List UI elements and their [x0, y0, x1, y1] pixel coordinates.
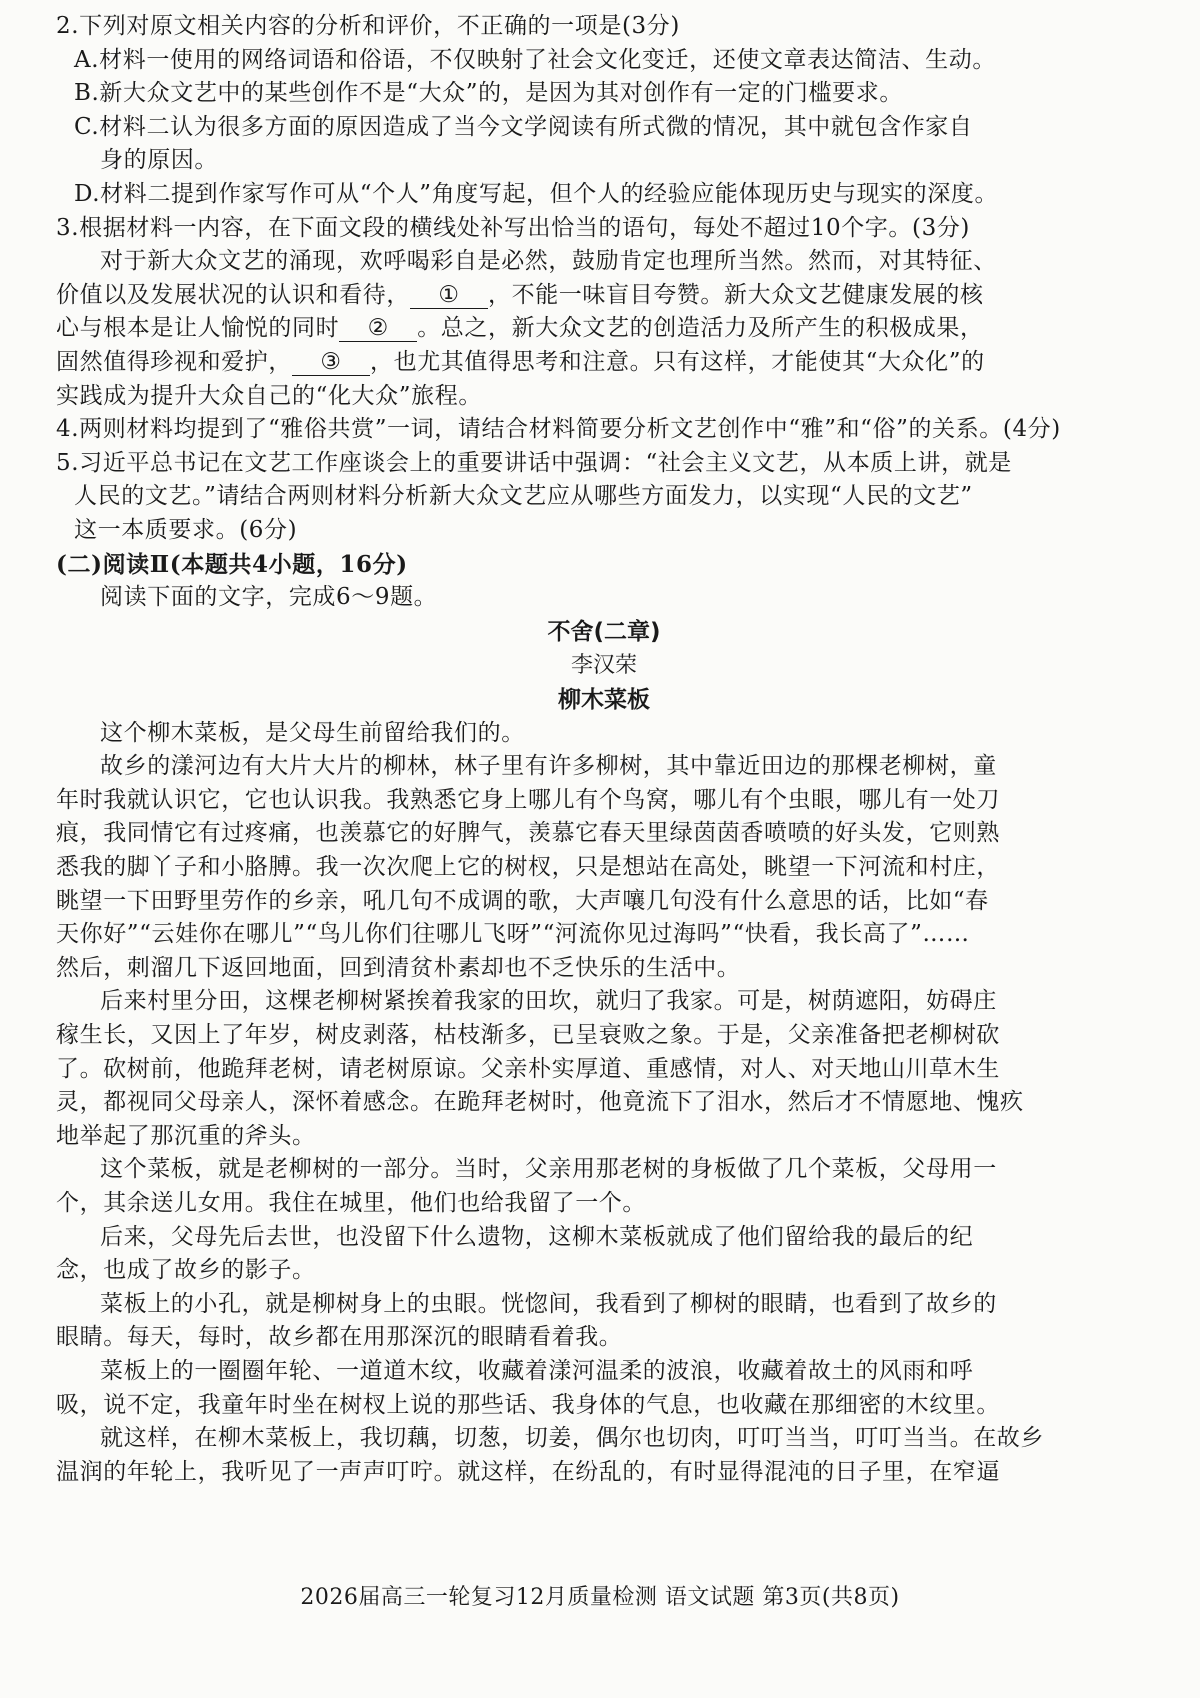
article-line: 灵，都视同父母亲人，深怀着感念。在跪拜老树时，他竟流下了泪水，然后才不情愿地、愧疚 [56, 1089, 1024, 1116]
q2-option-d: D.材料二提到作家写作可从“个人”角度写起，但个人的经验应能体现历史与现实的深度。 [74, 180, 999, 207]
q3-text: 心与根本是让人愉悦的同时 [56, 315, 340, 342]
page-footer: 2026届高三一轮复习12月质量检测 语文试题 第3页(共8页) [300, 1585, 900, 1610]
article-line: 吸，说不定，我童年时坐在树杈上说的那些话、我身体的气息，也收藏在那细密的木纹里。 [56, 1391, 1000, 1418]
article-line: 天你好”“云娃你在哪儿”“鸟儿你们往哪儿飞呀”“河流你见过海吗”“快看，我长高了”…… [56, 921, 970, 948]
article-line: 温润的年轮上，我听见了一声声叮咛。就这样，在纷乱的，有时显得混沌的日子里，在窄逼 [56, 1458, 1000, 1485]
q3-passage-line [56, 346, 1152, 380]
section-heading: (二)阅读Ⅱ(本题共4小题，16分) [56, 550, 408, 578]
q3-passage-line: 实践成为提升大众自己的“化大众”旅程。 [56, 382, 482, 409]
q5-stem-cont: 人民的文艺。”请结合两则材料分析新大众文艺应从哪些方面发力，以实现“人民的文艺” [74, 483, 973, 510]
article-line: 眼睛。每天，每时，故乡都在用那深沉的眼睛看着我。 [56, 1324, 623, 1351]
q3-blank-2[interactable]: ② [339, 315, 417, 342]
q3-text: ，不能一味盲目夸赞。新大众文艺健康发展的核 [488, 281, 984, 308]
q3-text: 。总之，新大众文艺的创造活力及所产生的积极成果， [417, 315, 984, 342]
q3-passage-line: 对于新大众文艺的涌现，欢呼喝彩自是必然，鼓励肯定也理所当然。然而，对其特征、 [100, 248, 997, 275]
q3-blank-1[interactable]: ① [410, 282, 488, 309]
q5-stem: 5.习近平总书记在文艺工作座谈会上的重要讲话中强调：“社会主义文艺，从本质上讲，就是 [56, 449, 1012, 476]
article-line: 地举起了那沉重的斧头。 [56, 1122, 316, 1149]
q3-blank-3[interactable]: ③ [292, 349, 370, 376]
article-line: 后来村里分田，这棵老柳树紧挨着我家的田坎，就归了我家。可是，树荫遮阳，妨碍庄 [100, 988, 997, 1015]
article-line: 这个柳木菜板，是父母生前留给我们的。 [100, 719, 525, 746]
q2-option-b: B.新大众文艺中的某些创作不是“大众”的，是因为其对创作有一定的门槛要求。 [74, 80, 903, 107]
q4-stem: 4.两则材料均提到了“雅俗共赏”一词，请结合材料简要分析文艺创作中“雅”和“俗”的关系。(4分) [56, 416, 1061, 443]
article-line: 菜板上的一圈圈年轮、一道道木纹，收藏着漾河温柔的波浪，收藏着故土的风雨和呼 [100, 1357, 974, 1384]
q3-passage-line [56, 312, 1152, 346]
q5-stem-cont: 这一本质要求。(6分) [74, 516, 298, 543]
q3-text: 价值以及发展状况的认识和看待， [56, 281, 410, 308]
article-line: 痕，我同情它有过疼痛，也羡慕它的好脾气，羡慕它春天里绿茵茵香喷喷的好头发，它则熟 [56, 820, 1000, 847]
q2-option-c: C.材料二认为很多方面的原因造成了当今文学阅读有所式微的情况，其中就包含作家自 [74, 113, 973, 140]
q3-stem: 3.根据材料一内容，在下面文段的横线处补写出恰当的语句，每处不超过10个字。(3分) [56, 214, 970, 241]
section-instruction: 阅读下面的文字，完成6～9题。 [100, 584, 438, 611]
q2-stem: 2.下列对原文相关内容的分析和评价，不正确的一项是(3分) [56, 13, 680, 39]
article-line: 年时我就认识它，它也认识我。我熟悉它身上哪儿有个鸟窝，哪儿有个虫眼，哪儿有一处刀 [56, 786, 1000, 813]
article-line: 后来，父母先后去世，也没留下什么遗物，这柳木菜板就成了他们留给我的最后的纪 [100, 1223, 974, 1250]
article-line: 个，其余送儿女用。我住在城里，他们也给我留了一个。 [56, 1190, 646, 1216]
article-line: 就这样，在柳木菜板上，我切藕，切葱，切姜，偶尔也切肉，叮叮当当，叮叮当当。在故乡 [100, 1425, 1044, 1452]
article-subtitle: 柳木菜板 [558, 686, 650, 713]
q2-option-a: A.材料一使用的网络词语和俗语，不仅映射了社会文化变迁，还使文章表达简洁、生动。 [74, 46, 996, 73]
article-line: 稼生长，又因上了年岁，树皮剥落，枯枝渐多，已呈衰败之象。于是，父亲准备把老柳树砍 [56, 1022, 1000, 1049]
q3-text: ，也尤其值得思考和注意。只有这样，才能使其“大众化”的 [370, 348, 985, 375]
q3-passage-line [56, 279, 1152, 313]
article-line: 这个菜板，就是老柳树的一部分。当时，父亲用那老树的身板做了几个菜板，父母用一 [100, 1156, 997, 1183]
article-line: 悉我的脚丫子和小胳膊。我一次次爬上它的树杈，只是想站在高处，眺望一下河流和村庄， [56, 854, 1000, 881]
article-line: 眺望一下田野里劳作的乡亲，吼几句不成调的歌，大声嚷几句没有什么意思的话，比如“春 [56, 887, 989, 914]
article-line: 然后，刺溜几下返回地面，回到清贫朴素却也不乏快乐的生活中。 [56, 954, 741, 981]
article-line: 了。砍树前，他跪拜老树，请老树原谅。父亲朴实厚道、重感情，对人、对天地山川草木生 [56, 1055, 1000, 1082]
article-line: 菜板上的小孔，就是柳树身上的虫眼。恍惚间，我看到了柳树的眼睛，也看到了故乡的 [100, 1290, 997, 1317]
q3-text: 固然值得珍视和爱护， [56, 348, 292, 375]
article-title: 不舍(二章) [547, 618, 661, 645]
article-line: 故乡的漾河边有大片大片的柳林，林子里有许多柳树，其中靠近田边的那棵老柳树，童 [100, 753, 997, 780]
q2-option-c-cont: 身的原因。 [100, 147, 218, 174]
article-author: 李汉荣 [570, 652, 637, 678]
article-line: 念，也成了故乡的影子。 [56, 1257, 316, 1284]
